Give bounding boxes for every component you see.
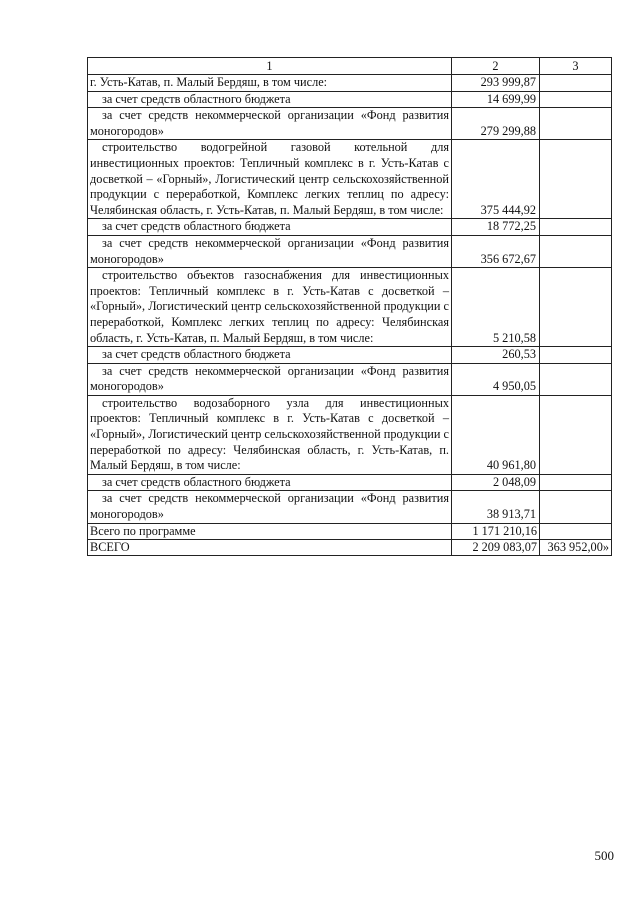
row-description bbox=[88, 395, 452, 474]
row-description bbox=[88, 491, 452, 523]
table-row bbox=[88, 363, 612, 395]
row-description bbox=[88, 235, 452, 267]
column-header: 2 bbox=[452, 58, 540, 75]
row-description-text: за счет средств некоммерческой организации «Фонд развития моногородов» bbox=[90, 363, 449, 394]
row-description bbox=[88, 347, 452, 364]
table-row bbox=[88, 235, 612, 267]
table-row bbox=[88, 347, 612, 364]
row-col3 bbox=[540, 474, 612, 491]
row-value: 2 048,09 bbox=[452, 474, 540, 491]
grand-total-row bbox=[88, 539, 612, 555]
grand-total-label: ВСЕГО bbox=[88, 539, 452, 555]
row-value: 375 444,92 bbox=[452, 140, 540, 219]
table-row bbox=[88, 91, 612, 108]
row-description-text: строительство водозаборного узла для инвестиционных проектов: Тепличный комплекс в г. Усть-Катав с досветкой – «Горный», Логистический центр сельскохозяйственной продукции с переработкой по адресу: Челябинская область, г. Усть-Катав, п. Малый Бердяш, в том числе: bbox=[90, 395, 449, 473]
table-row bbox=[88, 75, 612, 92]
row-col3 bbox=[540, 91, 612, 108]
row-description bbox=[88, 363, 452, 395]
row-value: 293 999,87 bbox=[452, 75, 540, 92]
row-value: 40 961,80 bbox=[452, 395, 540, 474]
row-description bbox=[88, 474, 452, 491]
row-description-text: за счет средств областного бюджета bbox=[102, 91, 291, 106]
row-col3 bbox=[540, 347, 612, 364]
table-row bbox=[88, 395, 612, 474]
column-header: 3 bbox=[540, 58, 612, 75]
row-value: 38 913,71 bbox=[452, 491, 540, 523]
grand-total-value: 2 209 083,07 bbox=[452, 539, 540, 555]
row-value: 260,53 bbox=[452, 347, 540, 364]
row-col3 bbox=[540, 491, 612, 523]
row-value: 356 672,67 bbox=[452, 235, 540, 267]
row-value: 4 950,05 bbox=[452, 363, 540, 395]
table-row bbox=[88, 219, 612, 236]
row-description bbox=[88, 75, 452, 92]
total-program-label: Всего по программе bbox=[88, 523, 452, 539]
budget-table bbox=[87, 57, 612, 556]
row-description-text: за счет средств некоммерческой организации «Фонд развития моногородов» bbox=[90, 491, 449, 522]
row-value: 18 772,25 bbox=[452, 219, 540, 236]
row-description-text: за счет средств областного бюджета bbox=[102, 347, 291, 362]
table-row bbox=[88, 268, 612, 347]
row-col3 bbox=[540, 395, 612, 474]
table-row bbox=[88, 474, 612, 491]
table-header-row bbox=[88, 58, 612, 75]
total-program-value: 1 171 210,16 bbox=[452, 523, 540, 539]
row-description-text: за счет средств областного бюджета bbox=[102, 219, 291, 234]
row-col3 bbox=[540, 268, 612, 347]
column-header: 1 bbox=[88, 58, 452, 75]
page-number: 500 bbox=[594, 848, 614, 863]
row-description-text: за счет средств некоммерческой организации «Фонд развития моногородов» bbox=[90, 108, 449, 138]
table-row bbox=[88, 491, 612, 523]
row-description-text: за счет средств некоммерческой организации «Фонд развития моногородов» bbox=[90, 235, 449, 266]
row-col3 bbox=[540, 219, 612, 236]
row-description-text: строительство водогрейной газовой котельной для инвестиционных проектов: Тепличный комплекс в г. Усть-Катав с досветкой – «Горный», Логистический центр сельскохозяйственной продукции с переработкой, Комплекс легких теплиц по адресу: Челябинская область, г. Усть-Катав, п. Малый Бердяш, в том числе: bbox=[90, 140, 449, 217]
row-col3 bbox=[540, 363, 612, 395]
row-description bbox=[88, 268, 452, 347]
table-row bbox=[88, 140, 612, 219]
row-description-text: г. Усть-Катав, п. Малый Бердяш, в том числе: bbox=[90, 75, 328, 89]
total-program-col3 bbox=[540, 523, 612, 539]
row-col3 bbox=[540, 75, 612, 92]
row-value: 5 210,58 bbox=[452, 268, 540, 347]
row-description bbox=[88, 91, 452, 108]
total-program-row bbox=[88, 523, 612, 539]
row-value: 279 299,88 bbox=[452, 108, 540, 140]
row-description bbox=[88, 108, 452, 140]
row-description bbox=[88, 140, 452, 219]
table-row bbox=[88, 108, 612, 140]
row-value: 14 699,99 bbox=[452, 91, 540, 108]
row-col3 bbox=[540, 108, 612, 140]
row-description-text: за счет средств областного бюджета bbox=[102, 474, 291, 489]
row-description-text: строительство объектов газоснабжения для инвестиционных проектов: Тепличный комплекс в г. Усть-Катав с досветкой – «Горный», Логистический центр сельскохозяйственной продукции с переработкой, Комплекс легких теплиц по адресу: Челябинская область, г. Усть-Катав, п. Малый Бердяш, в том числе: bbox=[90, 268, 449, 345]
grand-total-col3: 363 952,00» bbox=[540, 539, 612, 555]
row-col3 bbox=[540, 235, 612, 267]
row-description bbox=[88, 219, 452, 236]
row-col3 bbox=[540, 140, 612, 219]
